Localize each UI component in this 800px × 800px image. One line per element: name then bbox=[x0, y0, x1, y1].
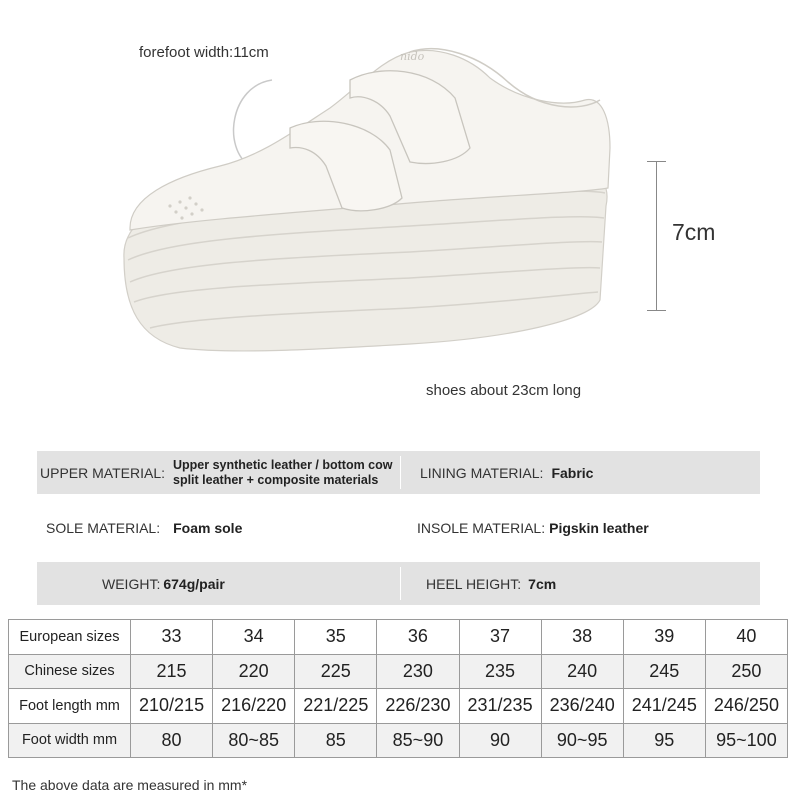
spec-sole-material bbox=[46, 506, 242, 549]
size-cell: 80~85 bbox=[213, 723, 295, 758]
size-cell: 80 bbox=[131, 723, 213, 758]
shoe-length-callout: shoes about 23cm long bbox=[426, 382, 582, 399]
size-row-header: European sizes bbox=[9, 620, 131, 655]
size-table-row bbox=[9, 723, 788, 758]
size-cell: 34 bbox=[213, 620, 295, 655]
size-cell: 215 bbox=[131, 654, 213, 689]
size-cell: 246/250 bbox=[705, 689, 787, 724]
size-cell: 37 bbox=[459, 620, 541, 655]
size-cell: 40 bbox=[705, 620, 787, 655]
spec-upper-material bbox=[40, 451, 393, 494]
size-table-row bbox=[9, 620, 788, 655]
size-cell: 230 bbox=[377, 654, 459, 689]
size-row-header: Foot length mm bbox=[9, 689, 131, 724]
size-cell: 240 bbox=[541, 654, 623, 689]
spec-insole-material bbox=[417, 506, 649, 549]
spec-value: 674g/pair bbox=[163, 575, 225, 592]
spec-value: Fabric bbox=[551, 464, 594, 481]
size-table-row bbox=[9, 654, 788, 689]
size-row-header: Chinese sizes bbox=[9, 654, 131, 689]
height-dimension-top-tick bbox=[647, 161, 666, 162]
spec-value: Pigskin leather bbox=[549, 519, 649, 536]
spec-weight bbox=[102, 562, 225, 605]
size-cell: 90~95 bbox=[541, 723, 623, 758]
spec-label: HEEL HEIGHT: bbox=[426, 575, 522, 592]
forefoot-width-callout: forefoot width:11cm bbox=[139, 44, 269, 61]
spec-value: 7cm bbox=[528, 575, 557, 592]
size-cell: 33 bbox=[131, 620, 213, 655]
spec-label: INSOLE MATERIAL: bbox=[417, 519, 546, 536]
spec-heel-height bbox=[426, 562, 556, 605]
size-cell: 95 bbox=[623, 723, 705, 758]
size-cell: 225 bbox=[295, 654, 377, 689]
spec-label: UPPER MATERIAL: bbox=[40, 464, 165, 481]
size-cell: 221/225 bbox=[295, 689, 377, 724]
size-cell: 95~100 bbox=[705, 723, 787, 758]
size-cell: 39 bbox=[623, 620, 705, 655]
size-cell: 236/240 bbox=[541, 689, 623, 724]
size-cell: 231/235 bbox=[459, 689, 541, 724]
size-cell: 90 bbox=[459, 723, 541, 758]
size-cell: 220 bbox=[213, 654, 295, 689]
size-cell: 85 bbox=[295, 723, 377, 758]
size-cell: 216/220 bbox=[213, 689, 295, 724]
height-dimension-line bbox=[656, 161, 657, 311]
size-cell: 245 bbox=[623, 654, 705, 689]
spec-label: SOLE MATERIAL: bbox=[46, 519, 161, 536]
spec-label: WEIGHT: bbox=[102, 575, 161, 592]
size-cell: 250 bbox=[705, 654, 787, 689]
spec-divider-1 bbox=[400, 456, 401, 489]
spec-value: Foam sole bbox=[173, 519, 243, 536]
size-cell: 35 bbox=[295, 620, 377, 655]
spec-lining-material bbox=[420, 451, 593, 494]
size-cell: 85~90 bbox=[377, 723, 459, 758]
size-cell: 235 bbox=[459, 654, 541, 689]
spec-divider-3 bbox=[400, 567, 401, 600]
brand-logo: nido bbox=[400, 50, 425, 63]
size-row-header: Foot width mm bbox=[9, 723, 131, 758]
heel-height-callout: 7cm bbox=[672, 219, 716, 245]
spec-label: LINING MATERIAL: bbox=[420, 464, 544, 481]
size-cell: 36 bbox=[377, 620, 459, 655]
size-cell: 226/230 bbox=[377, 689, 459, 724]
size-cell: 210/215 bbox=[131, 689, 213, 724]
size-table-row bbox=[9, 689, 788, 724]
spec-value: Upper synthetic leather / bottom cow split leather + composite materials bbox=[173, 457, 393, 487]
height-dimension-bottom-tick bbox=[647, 310, 666, 311]
size-cell: 241/245 bbox=[623, 689, 705, 724]
size-cell: 38 bbox=[541, 620, 623, 655]
measurement-footnote: The above data are measured in mm* bbox=[12, 777, 248, 793]
platform-sneaker-image bbox=[110, 38, 630, 368]
size-chart-table bbox=[8, 619, 788, 758]
